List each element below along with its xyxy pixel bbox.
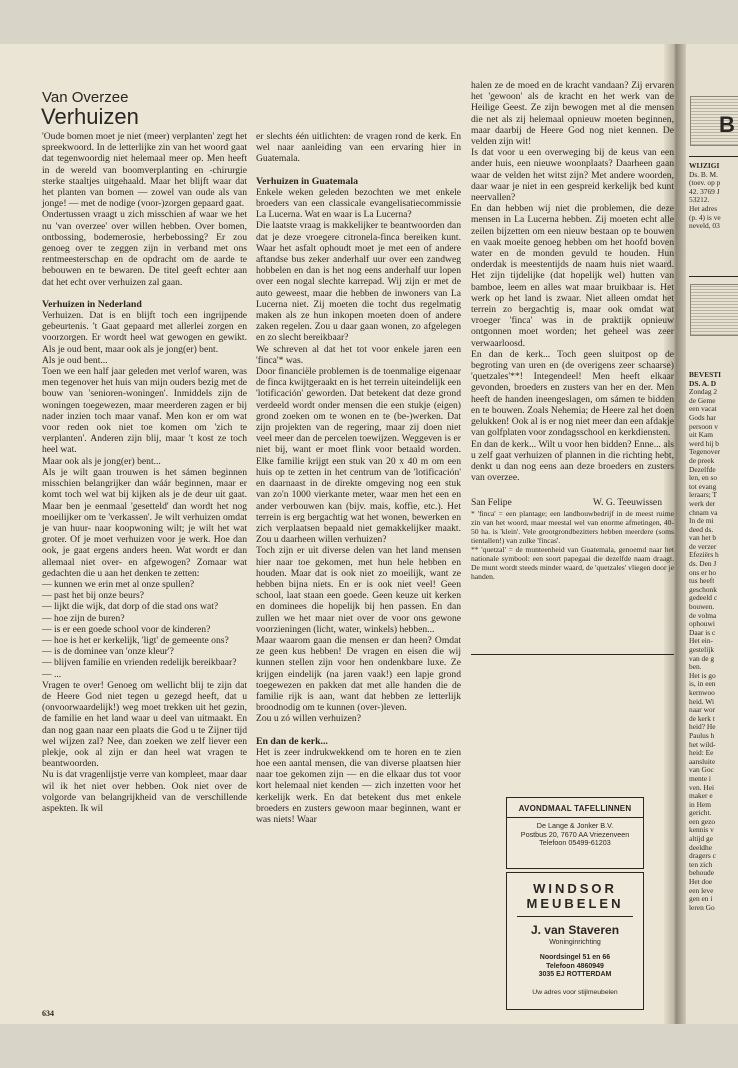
paragraph: Maar ook als je jong(er) bent... [42,455,161,467]
right-page-block2 [689,371,738,912]
right-page-line: ophouwi [689,619,715,629]
right-page-line: Gods har [689,412,716,422]
article-column-2 [256,131,461,825]
paragraph: Toen we een half jaar geleden met verlof waren, was men tegenover het huis van mijn ouders bezig met de bouw van 'senioren-woningen'. Inmiddels zijn de woningen toegewezen, maar meerderen zagen er bij nader inzien toch maar vanaf. Men kon er om wat voor reden ook niet toe komen om 'zich te verplanten'. Anderen zijn blij, maar 't kost ze toch heel wat. [42,366,247,456]
right-page-line: ons er ho [689,567,717,577]
right-page-line: gestelijk [689,645,715,654]
right-page-line: ds. Den J [689,559,717,569]
right-page-line: van de g [689,653,715,663]
right-page-line: naar wor [689,705,716,715]
right-page-line: 42. 3769 J [689,186,720,196]
paragraph: We schreven al dat het tot voor enkele jaren een 'finca'* was. [256,343,461,366]
right-page-line: len, en so [689,473,718,483]
paragraph: Zou u zó willen verhuizen? [256,713,361,725]
right-page-line: de verzer [689,541,717,551]
right-page-line: heid: Ee [689,748,714,758]
paragraph: — kunnen we erin met al onze spullen? [42,578,195,590]
paragraph: — blijven familie en vrienden redelijk bereikbaar? [42,657,237,669]
right-page-line: de Geme [689,395,716,405]
right-page-line: chnam va [689,507,718,517]
right-page-line: kennis v [689,825,714,835]
section-heading: Verhuizen in Guatemala [256,175,358,187]
column-rule [471,654,674,655]
right-page-line: WIJZIGI [689,161,720,170]
right-page-line: 53212. [689,195,710,205]
right-page-line: behoude [689,868,715,878]
right-page-line: een leve [689,885,714,895]
right-page-line: (p. 4) is ve [689,212,721,222]
column-3-body [471,80,674,483]
paragraph: En dan de kerk... Toch geen sluitpost op de begroting van uren en (de overigens zeer schaarse) 'quetzales'**! Integendeel! Men heeft elkaar gevonden, broeders en zusters van her en der. Men heeft de handen ineengeslagen, om sámen te bidden en te bouwen. Zoals Nehemia; de Heere zal het doen gelukken! Ook al is er nog niet meer dan een afdakje van golfplaten voor zondagsschool en kerkdiensten. [471,348,674,439]
right-page-line: mente i [689,773,711,783]
article-column-3 [471,80,674,581]
right-page-line: (toev. op p [689,178,721,188]
paragraph: — is er een goede school voor de kinderen? [42,623,211,635]
right-page-line: heid. Wi [689,696,715,706]
right-page-line: geschonk [689,584,717,594]
paragraph: Ondertussen vraagt u zich misschien af waar we het nu 'van overzee' over willen hebben. Over bomen, ontbossing, bodemerosie, herbebossing? Er zou genoeg over te zeggen zijn in verband met ons rentmeesterschap en de opdracht om de aarde te bebouwen en te bewaren. De titel geeft echter aan dat het echt over verhuizen zal gaan. [42,209,247,288]
right-page-line: tot evang [689,481,717,491]
ad2-address-line: Telefoon 4860949 [546,962,604,970]
right-page-line: gen en i [689,894,713,904]
right-page-line: In de mi [689,516,714,526]
paragraph: — hoe zijn de buren? [42,612,125,624]
right-page-line: bouwen. [689,602,715,612]
right-page-line: ten zich [689,859,713,869]
ad1-line: Postbus 20, 7670 AA Vriezenveen [520,829,630,839]
right-page-line: heid? He [689,722,716,732]
right-page-line: neveld, 03 [689,221,720,231]
right-page-line: van Goc [689,765,714,775]
right-page-line: het wild- [689,739,716,749]
section-heading: Verhuizen in Nederland [42,298,142,310]
right-page-line: maker e [689,791,713,801]
right-page-line: gedeeld c [689,593,718,603]
ad2-name: J. van Staveren [530,923,620,937]
page-number: 634 [42,1009,54,1018]
footnote: * 'finca' = een plantage; een landbouwbedrijf in de meest ruime zin van het woord, maar meestal wel van enorme afmetingen, 40-50 ha. is 'klein'. Vele grootgrondbezitters hebben meerdere (soms tientallen!) van zulke 'fincas'. [471,508,674,545]
article-column-1 [42,131,247,814]
right-page-line: Efeziërs h [689,550,719,560]
ad2-divider [517,916,633,917]
paragraph: Door financiële problemen is de toenmalige eigenaar de finca kwijtgeraakt en is het terrein uiteindelijk een 'lotificación' geworden. Dat betekent dat deze grond verdeeld wordt onder mensen die een stukje (eigen) grond zoeken om te wonen en te (be-)werken. Dat zijn projekten van de regering, maar zij doen niet veel meer dan de percelen toewijzen. Weggeven is er niet bij, want er moet flink voor betaald worden. Elke familie krijgt een stuk van 20 x 40 m om een huis op te zetten in het centrum van de 'lotificación' en daarnaast in de direkte omgeving nog een stuk van zo'n 1000 vierkante meter, waar men het een en ander verbouwen kan (bijv. mais, koffie, etc.). Het terrein is erg bergachtig wat het wonen, bewerken en zich verplaatsen bepaald niet gemakkelijker maakt. Zou u daarheen willen verhuizen? [256,366,461,546]
right-page-line: kernwoo [689,687,715,697]
right-page-line: gericht. [689,808,712,818]
paragraph: — hoe is het er kerkelijk, 'ligt' de gemeente ons? [42,634,229,646]
right-page-line: Dezelfde [689,464,716,474]
paragraph: Is dat voor u een overweging bij de keus van een ander huis, een nieuwe woonplaats? Daarheen gaan waar de velden het witst zijn? Met andere woorden, daar waar je niet in een gespreid kerkelijk bed kunt neervallen? [471,147,674,204]
right-page-line: aansluite [689,756,716,766]
right-page-rule [689,156,738,157]
ad-avondmaal-tafellinnen [506,797,644,869]
right-page-line: Zondag 2 [689,387,718,397]
right-page-line: tus heeft [689,576,715,586]
right-page-line: uit Kam [689,430,714,440]
ad2-brand-2: MEUBELEN [526,896,624,911]
right-page-line: van het b [689,533,717,543]
section-kicker: Van Overzee [42,89,129,106]
paragraph: Maar waarom gaan die mensen er dan heen? Omdat ze geen kus hebben! De vragen en eisen die wij kunnen stellen zijn voor hen ondenkbare luxe. Ze krijgen eindelijk (na jaren vaak!) een lapje grond toegewezen en pakken dat met alle handen die de familie rijk is aan, want dat hebben ze letterlijk broodnodig om te kunnen (over-)leven. [256,634,461,714]
right-page-line: Het adres [689,203,718,213]
right-page-line: altijd ge [689,834,714,844]
ad2-address-line: 3035 EJ ROTTERDAM [538,971,612,978]
paragraph: er slechts één uitlichten: de vragen rond de kerk. En wel naar aanleiding van een ervaring hier in Guatemala. [256,131,461,165]
right-page-line: de preek [689,455,715,465]
right-page-line: een gezo [689,816,716,826]
article-title: Verhuizen [41,104,139,129]
footnote: ** 'quetzal' = de munteenheid van Guatemala, genoemd naar het nationale symbool: een soort papegaai die dezelfde naam draagt. De munt wordt steeds minder waard, de 'quetzales' vliegen door je handen. [471,544,674,581]
right-page-line: leren Go [689,902,715,912]
paragraph: En dan de kerk... Wilt u voor hen bidden? Enne... als u zelf gaat verhuizen of plannen in die richting hebt, denkt u dan nog eens aan deze broeders en zusters van overzee. [471,438,674,484]
right-page-line: ben. [689,662,702,672]
paragraph: Verhuizen. Dat is en blijft toch een ingrijpende gebeurtenis. 't Gaat gepaard met allerlei zorgen en voorzorgen. Er wordt heel wat gewogen en gewikt. Als je oud bent, maar ook als je jong(er) bent. [42,310,247,355]
paragraph: Als je oud bent... [42,354,108,366]
paragraph: — is de dominee van 'onze kleur'? [42,646,174,658]
paragraph: Als je wilt gaan trouwen is het sámen beginnen misschien belangrijker dan wáár beginnen, maar er komt toch wel wat bij kijken als je de deur uit gaat. Maar ben je eenmaal 'gesetteld' dan wordt het nog moeilijker om te 'verkassen'. Je wilt verhuizen omdat je van huur- naar koopwoning wilt; je wilt het wat groter. Of je moet verhuizen voor je werk. Hoe dan ook, je gaat ergens anders heen. Wat wordt er dan allemaal niet over- en afgewogen? Zomaar wat gedachten die u aan het denken te zetten: [42,466,247,579]
right-page-line: deed ds. [689,524,714,534]
right-page-line: Ds. B. M. [689,169,718,179]
ad1-line: Telefoon 05499-61203 [539,838,611,847]
paragraph: Enkele weken geleden bezochten we met enkele broeders van een classicale evangelisatiecommissie La Lucerna. Wat en waar is La Lucerna? [256,186,461,221]
right-page-line: ven. Hei [689,782,715,792]
paragraph: Het is zeer indrukwekkend om te horen en te zien hoe een aantal mensen, die van diverse plaatsen hier naar toe gekomen zijn — en die elkaar dus tot voor kort helemaal niet kenden — zich inzetten voor het kerkelijk werk. En dat betekent dus met enkele broeders en zusters gewoon maar beginnen, want er was niets! Waar [256,746,461,825]
ad-windsor-meubelen [506,872,644,1010]
right-page-line: Het ein- [689,636,714,646]
ad1-heading: AVONDMAAL TAFELLINNEN [518,804,632,813]
ad2-sub: Woninginrichting [549,939,601,946]
right-page-line: deeldhe [689,842,712,852]
right-page-line: DS. A. D [689,378,717,388]
paragraph: halen ze de moed en de kracht vandaan? Zij ervaren het 'gewoon' als de kracht en het werk van de Heilige Geest. Ze zijn bewogen met al die mensen die net als zij helemaal opnieuw moeten beginnen, maar daarbij de Heere God nog niet kennen. De velden zijn wit! [471,80,674,148]
right-page-line: dragers c [689,851,716,861]
right-page-fragment [686,44,738,1024]
right-page-line: Paulus h [689,730,715,740]
ad2-footer: Uw adres voor stijlmeubelen [532,988,618,996]
paragraph: En dan hebben wij niet die problemen, die deze mensen in La Lucerna hebben. Zij moeten echt alle zeilen bijzetten om een nieuw bestaan op te bouwen en vaak moeite genoeg hebben om het hoofd boven water en de monden gevuld te houden. Hun onderdak is meestentijds de naam huis niet waard. Het zijn tijdelijke (dat hopelijk wel) hutten van bamboe, leem en alles wat maar bruikbaar is. Het werk op het land is zwaar. Niet alleen omdat het terrein zo bergachtig is, maar ook omdat wat vroeger 'finca' was in de praktijk opnieuw ontgonnen moet worden; het geheel was zeer verwaarloosd. [471,203,674,349]
ad2-address-line: Noordsingel 51 en 66 [539,954,611,961]
ad2-address [507,954,643,980]
right-page-line: persoon v [689,421,718,431]
right-page-line: Daar is c [689,627,716,637]
ad1-divider [507,817,643,818]
paragraph: Nu is dat vragenlijstje verre van kompleet, maar daar wil ik het niet over hebben. Ook niet over de volgorde van belangrijkheid van de verschillende aspekten. Ik wil [42,769,247,814]
right-page-line: leraars; T [689,490,717,500]
right-page-line: de kerk t [689,713,715,723]
right-page-line: de volma [689,610,717,620]
section-heading: En dan de kerk... [256,735,328,747]
right-page-line: werd hij b [689,438,719,448]
signature-place: San Felipe [471,497,512,509]
paragraph: 'Oude bomen moet je niet (meer) verplanten' zegt het spreekwoord. In de letterlijke zin van het woord gaat dat tegenwoordig niet helemaal meer op. Men heeft in de wereld van boomverplanting en -chirurgie sterke staaltjes uitgehaald. Maar het blijft waar dat het planten van bomen — zowel van oude als van jonge! — met de nodige (voor-)zorgen gepaard gaat. [42,131,247,210]
right-page-rule [689,276,738,277]
right-page-line: Het doe [689,877,713,887]
right-page-image [690,284,738,336]
right-page-block1 [689,162,738,231]
right-page-line: werk der [689,498,716,508]
right-page-line: is, in een [689,679,716,689]
right-page-line: BEVESTI [689,370,722,379]
paragraph: Toch zijn er uit diverse delen van het land mensen hier naar toe gekomen, met hun hele hebben en houden. Maar dat is ook niet zo moeilijk, want ze hebben bijna niets. En er is ook niet veel! Geen school, laat staan een goede. Geen keuze uit kerken en dominees die hopelijk bij hen passen. En dan zullen we het maar niet over de voor ons gewone voorzieningen (licht, water, winkels) hebben... [256,545,461,635]
footnotes [471,509,674,581]
right-page-line: een vacat [689,404,717,414]
signature-author: W. G. Teeuwissen [592,497,662,509]
paragraph: Die laatste vraag is makkelijker te beantwoorden dan dat je deze vroegere citronela-finca bereiken kunt. Waar het asfalt ophoudt moet je met een of andere aftandse bus zeker anderhalf uur over een zandweg hobbelen en dan is het nog eens anderhalf uur lopen over een nogal slechte karrepad. Wij zijn er met de auto geweest, maar die hebben de inwoners van La Lucerna niet. Zij moeten die tocht dus regelmatig maken als ze hun inkopen moeten doen of andere zaken regelen. Zou u daar gaan wonen, zo afgelegen en zo slecht bereikbaar? [256,220,461,344]
signature [471,497,674,508]
paragraph: — ... [42,668,62,680]
paragraph: Vragen te over! Genoeg om wellicht blij te zijn dat de Heere God niet tegen u gezegd heeft, dat u (onvoorwaardelijk!) weg moet trekken uit het gezin, de familie en het land waar u deel van uitmaakt. En dan nog gaan naar een plaats die God u te Zijner tijd wel wijzen zal? Nee, dan zoeken we zelf liever een plekje, ook al zijn er dan heel wat vragen te beantwoorden. [42,679,247,770]
right-page-line: Het is go [689,670,716,680]
paragraph: — past het bij onze beurs? [42,590,145,602]
right-page-line: Tegenover [689,447,721,457]
ad2-brand-1: WINDSOR [533,881,617,896]
paragraph: — lijkt die wijk, dat dorp of die stad ons wat? [42,601,219,613]
ad1-line: De Lange & Jonker B.V. [536,821,614,830]
right-page-big-letter: B [719,112,735,137]
right-page-line: in Hem [689,799,711,809]
